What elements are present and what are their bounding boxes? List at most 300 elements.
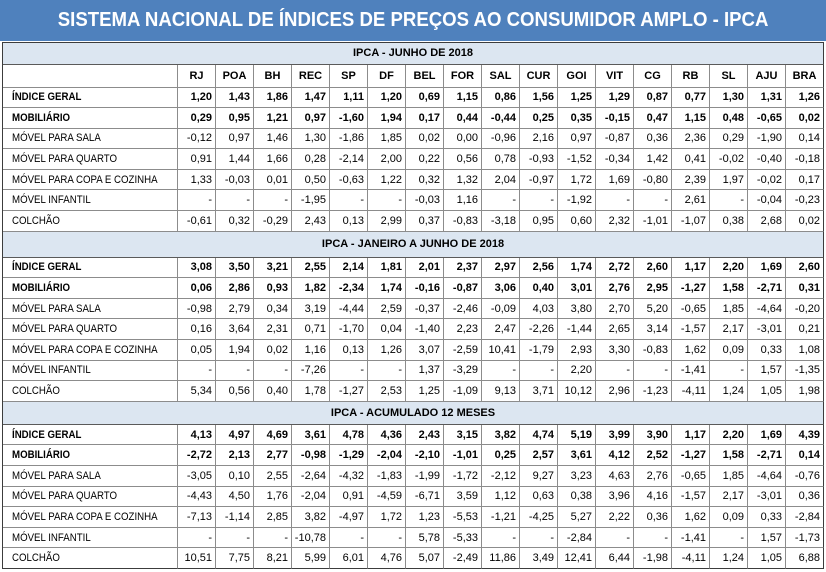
value-cell-df: 0,04 — [368, 319, 406, 340]
row-label-cell — [3, 211, 178, 232]
value-cell-sp: 4,78 — [330, 425, 368, 446]
value-cell-sp: 0,13 — [330, 211, 368, 232]
value-cell-aju: -2,71 — [748, 445, 786, 466]
row-label: MÓVEL PARA SALA — [12, 132, 101, 145]
value-cell-bra: 1,08 — [786, 340, 824, 361]
value-cell-bel: 0,69 — [406, 88, 444, 109]
value-cell-poa: -1,14 — [216, 507, 254, 528]
value-cell-rj: - — [178, 361, 216, 382]
value-cell-for: -2,59 — [444, 340, 482, 361]
value-cell-vit: 4,63 — [596, 466, 634, 487]
value-cell-for: -0,83 — [444, 211, 482, 232]
value-cell-bra: -0,18 — [786, 149, 824, 170]
value-cell-rb: -4,11 — [672, 381, 710, 402]
value-cell-sl: - — [710, 361, 748, 382]
column-header-row — [3, 65, 824, 88]
value-cell-rj: 3,08 — [178, 258, 216, 279]
value-cell-df: -4,59 — [368, 487, 406, 508]
value-cell-vit: 2,70 — [596, 299, 634, 320]
value-cell-rj: -0,98 — [178, 299, 216, 320]
value-cell-for: -2,49 — [444, 548, 482, 569]
value-cell-rj: 1,33 — [178, 170, 216, 191]
value-cell-cg: - — [634, 528, 672, 549]
value-cell-sal: 3,82 — [482, 425, 520, 446]
value-cell-sl: 0,48 — [710, 108, 748, 129]
value-cell-goi: 1,72 — [558, 170, 596, 191]
value-cell-df: 1,26 — [368, 340, 406, 361]
row-label: MÓVEL PARA SALA — [12, 302, 101, 315]
value-cell-cur: - — [520, 528, 558, 549]
value-cell-rec: 5,99 — [292, 548, 330, 569]
value-cell-poa: 0,56 — [216, 381, 254, 402]
row-label-cell — [3, 149, 178, 170]
value-cell-sal: 0,25 — [482, 445, 520, 466]
value-cell-sal: 2,04 — [482, 170, 520, 191]
value-cell-sl: 1,58 — [710, 278, 748, 299]
value-cell-rb: -1,27 — [672, 278, 710, 299]
section-header: IPCA - ACUMULADO 12 MESES — [3, 402, 824, 425]
value-cell-bra: 0,14 — [786, 445, 824, 466]
value-cell-goi: 0,60 — [558, 211, 596, 232]
value-cell-rb: 1,17 — [672, 258, 710, 279]
value-cell-bel: 0,17 — [406, 108, 444, 129]
row-label: ÍNDICE GERAL — [12, 428, 82, 441]
value-cell-sal: -1,21 — [482, 507, 520, 528]
value-cell-rj: 1,20 — [178, 88, 216, 109]
value-cell-cur: -0,97 — [520, 170, 558, 191]
value-cell-rj: -3,05 — [178, 466, 216, 487]
value-cell-sl: 1,24 — [710, 548, 748, 569]
value-cell-rec: 0,28 — [292, 149, 330, 170]
value-cell-bel: 5,78 — [406, 528, 444, 549]
value-cell-rj: 0,16 — [178, 319, 216, 340]
value-cell-rb: 2,61 — [672, 190, 710, 211]
value-cell-sl: 2,17 — [710, 319, 748, 340]
value-cell-bel: -0,03 — [406, 190, 444, 211]
value-cell-goi: 0,38 — [558, 487, 596, 508]
value-cell-goi: 2,20 — [558, 361, 596, 382]
value-cell-poa: -0,03 — [216, 170, 254, 191]
value-cell-goi: 5,19 — [558, 425, 596, 446]
value-cell-bra: -1,73 — [786, 528, 824, 549]
value-cell-cg: -0,83 — [634, 340, 672, 361]
value-cell-sp: 1,11 — [330, 88, 368, 109]
value-cell-cg: 2,76 — [634, 466, 672, 487]
value-cell-aju: 1,31 — [748, 88, 786, 109]
value-cell-sl: 1,85 — [710, 299, 748, 320]
value-cell-goi: 10,12 — [558, 381, 596, 402]
value-cell-vit: 3,99 — [596, 425, 634, 446]
value-cell-sl: - — [710, 190, 748, 211]
value-cell-sal: 11,86 — [482, 548, 520, 569]
value-cell-sp: -1,70 — [330, 319, 368, 340]
value-cell-goi: -1,92 — [558, 190, 596, 211]
value-cell-bh: 1,46 — [254, 129, 292, 150]
row-label: MÓVEL PARA COPA E COZINHA — [12, 510, 158, 523]
value-cell-poa: 0,95 — [216, 108, 254, 129]
value-cell-sp: -4,32 — [330, 466, 368, 487]
column-header-goi: GOI — [558, 65, 596, 88]
value-cell-rj: -0,61 — [178, 211, 216, 232]
value-cell-cg: 5,20 — [634, 299, 672, 320]
value-cell-bra: 0,02 — [786, 211, 824, 232]
row-label-cell — [3, 319, 178, 340]
row-label-cell — [3, 425, 178, 446]
value-cell-cur: -2,26 — [520, 319, 558, 340]
value-cell-bh: 0,01 — [254, 170, 292, 191]
value-cell-cg: 0,87 — [634, 88, 672, 109]
value-cell-bh: - — [254, 361, 292, 382]
section-header: IPCA - JANEIRO A JUNHO DE 2018 — [3, 232, 824, 258]
table-row — [3, 299, 824, 320]
value-cell-poa: 0,10 — [216, 466, 254, 487]
value-cell-goi: 3,61 — [558, 445, 596, 466]
value-cell-poa: 2,86 — [216, 278, 254, 299]
row-label-cell — [3, 88, 178, 109]
value-cell-bel: 0,37 — [406, 211, 444, 232]
column-header-sal: SAL — [482, 65, 520, 88]
value-cell-rec: -2,04 — [292, 487, 330, 508]
value-cell-sp: -0,63 — [330, 170, 368, 191]
value-cell-rb: 2,36 — [672, 129, 710, 150]
value-cell-aju: -2,71 — [748, 278, 786, 299]
value-cell-goi: 1,74 — [558, 258, 596, 279]
value-cell-sl: -0,02 — [710, 149, 748, 170]
table-row — [3, 466, 824, 487]
column-header-bra: BRA — [786, 65, 824, 88]
value-cell-cur: 2,57 — [520, 445, 558, 466]
value-cell-sl: 0,38 — [710, 211, 748, 232]
value-cell-cg: -1,98 — [634, 548, 672, 569]
value-cell-cur: 9,27 — [520, 466, 558, 487]
value-cell-rec: 1,30 — [292, 129, 330, 150]
value-cell-for: 0,44 — [444, 108, 482, 129]
value-cell-poa: 2,79 — [216, 299, 254, 320]
value-cell-sp: -1,86 — [330, 129, 368, 150]
value-cell-for: 3,15 — [444, 425, 482, 446]
section-header: IPCA - JUNHO DE 2018 — [3, 43, 824, 65]
value-cell-rj: 0,06 — [178, 278, 216, 299]
value-cell-df: 4,76 — [368, 548, 406, 569]
value-cell-cur: 4,03 — [520, 299, 558, 320]
value-cell-vit: 2,32 — [596, 211, 634, 232]
value-cell-bh: 2,55 — [254, 466, 292, 487]
value-cell-goi: -1,52 — [558, 149, 596, 170]
value-cell-bel: -2,10 — [406, 445, 444, 466]
value-cell-bh: 0,40 — [254, 381, 292, 402]
value-cell-rj: 10,51 — [178, 548, 216, 569]
value-cell-sp: 0,91 — [330, 487, 368, 508]
value-cell-df: 2,53 — [368, 381, 406, 402]
value-cell-aju: 1,05 — [748, 381, 786, 402]
value-cell-bel: 1,25 — [406, 381, 444, 402]
table-row — [3, 361, 824, 382]
value-cell-poa: 1,44 — [216, 149, 254, 170]
value-cell-sal: 10,41 — [482, 340, 520, 361]
value-cell-bel: 1,23 — [406, 507, 444, 528]
value-cell-for: -1,01 — [444, 445, 482, 466]
value-cell-bel: -0,16 — [406, 278, 444, 299]
value-cell-sl: 1,24 — [710, 381, 748, 402]
value-cell-rb: -0,65 — [672, 299, 710, 320]
value-cell-cg: 0,36 — [634, 507, 672, 528]
row-label: COLCHÃO — [12, 552, 60, 565]
value-cell-df: -2,04 — [368, 445, 406, 466]
row-label: COLCHÃO — [12, 214, 60, 227]
value-cell-rj: - — [178, 528, 216, 549]
value-cell-cg: 0,36 — [634, 129, 672, 150]
value-cell-rec: -2,64 — [292, 466, 330, 487]
row-label: MOBILIÁRIO — [12, 449, 71, 462]
value-cell-rec: 1,47 — [292, 88, 330, 109]
value-cell-bra: -0,23 — [786, 190, 824, 211]
value-cell-bel: 3,07 — [406, 340, 444, 361]
value-cell-bra: 4,39 — [786, 425, 824, 446]
value-cell-df: - — [368, 361, 406, 382]
value-cell-df: 1,74 — [368, 278, 406, 299]
value-cell-for: 2,23 — [444, 319, 482, 340]
value-cell-vit: 1,69 — [596, 170, 634, 191]
value-cell-goi: -2,84 — [558, 528, 596, 549]
row-label-cell — [3, 445, 178, 466]
value-cell-poa: 4,50 — [216, 487, 254, 508]
table-row — [3, 149, 824, 170]
value-cell-cur: 0,63 — [520, 487, 558, 508]
column-header-vit: VIT — [596, 65, 634, 88]
column-header-sp: SP — [330, 65, 368, 88]
value-cell-for: -1,72 — [444, 466, 482, 487]
value-cell-rj: 5,34 — [178, 381, 216, 402]
value-cell-goi: 0,35 — [558, 108, 596, 129]
column-header-bel: BEL — [406, 65, 444, 88]
value-cell-cg: 1,42 — [634, 149, 672, 170]
value-cell-poa: 2,13 — [216, 445, 254, 466]
row-label-cell — [3, 487, 178, 508]
value-cell-aju: 1,69 — [748, 425, 786, 446]
value-cell-goi: 3,23 — [558, 466, 596, 487]
value-cell-bra: 6,88 — [786, 548, 824, 569]
value-cell-sp: -2,14 — [330, 149, 368, 170]
value-cell-poa: 7,75 — [216, 548, 254, 569]
value-cell-vit: 2,22 — [596, 507, 634, 528]
row-label: MÓVEL PARA QUARTO — [12, 490, 118, 503]
value-cell-sl: 1,85 — [710, 466, 748, 487]
value-cell-df: - — [368, 528, 406, 549]
value-cell-df: 2,99 — [368, 211, 406, 232]
value-cell-sp: -4,97 — [330, 507, 368, 528]
value-cell-rb: -4,11 — [672, 548, 710, 569]
table-row — [3, 211, 824, 232]
value-cell-poa: 0,97 — [216, 129, 254, 150]
value-cell-bel: 5,07 — [406, 548, 444, 569]
column-header-df: DF — [368, 65, 406, 88]
value-cell-sp: -1,29 — [330, 445, 368, 466]
value-cell-df: 1,72 — [368, 507, 406, 528]
table-row — [3, 548, 824, 569]
value-cell-sp: 2,14 — [330, 258, 368, 279]
value-cell-for: -5,53 — [444, 507, 482, 528]
row-label-cell — [3, 507, 178, 528]
value-cell-bh: 1,21 — [254, 108, 292, 129]
value-cell-bra: 0,31 — [786, 278, 824, 299]
value-cell-bh: 2,85 — [254, 507, 292, 528]
value-cell-poa: 1,43 — [216, 88, 254, 109]
value-cell-sp: - — [330, 361, 368, 382]
value-cell-cg: 2,60 — [634, 258, 672, 279]
column-header-rec: REC — [292, 65, 330, 88]
value-cell-rj: -0,12 — [178, 129, 216, 150]
value-cell-sal: 0,78 — [482, 149, 520, 170]
value-cell-sl: 1,97 — [710, 170, 748, 191]
value-cell-bh: 3,21 — [254, 258, 292, 279]
table-row — [3, 88, 824, 109]
value-cell-rj: -7,13 — [178, 507, 216, 528]
value-cell-bel: 2,01 — [406, 258, 444, 279]
value-cell-bh: 2,77 — [254, 445, 292, 466]
column-header-sl: SL — [710, 65, 748, 88]
row-label: ÍNDICE GERAL — [12, 261, 82, 274]
value-cell-sl: 2,20 — [710, 425, 748, 446]
value-cell-poa: 1,94 — [216, 340, 254, 361]
row-label: COLCHÃO — [12, 385, 60, 398]
row-label-cell — [3, 190, 178, 211]
value-cell-cg: 3,90 — [634, 425, 672, 446]
value-cell-poa: 3,50 — [216, 258, 254, 279]
value-cell-bel: -6,71 — [406, 487, 444, 508]
value-cell-sp: - — [330, 528, 368, 549]
value-cell-bh: 0,34 — [254, 299, 292, 320]
value-cell-sal: 3,06 — [482, 278, 520, 299]
value-cell-cg: -0,80 — [634, 170, 672, 191]
row-label-cell — [3, 340, 178, 361]
value-cell-bra: 1,26 — [786, 88, 824, 109]
value-cell-for: 1,32 — [444, 170, 482, 191]
row-label-cell — [3, 278, 178, 299]
table-row — [3, 445, 824, 466]
value-cell-sp: 6,01 — [330, 548, 368, 569]
value-cell-for: -0,87 — [444, 278, 482, 299]
value-cell-bel: 0,32 — [406, 170, 444, 191]
row-label-cell — [3, 361, 178, 382]
value-cell-cur: -1,79 — [520, 340, 558, 361]
value-cell-goi: 2,93 — [558, 340, 596, 361]
value-cell-sal: 9,13 — [482, 381, 520, 402]
column-header-rj: RJ — [178, 65, 216, 88]
table-row — [3, 319, 824, 340]
value-cell-aju: -0,65 — [748, 108, 786, 129]
value-cell-vit: 3,96 — [596, 487, 634, 508]
value-cell-bel: -1,99 — [406, 466, 444, 487]
value-cell-sp: - — [330, 190, 368, 211]
value-cell-df: 4,36 — [368, 425, 406, 446]
value-cell-cg: 2,95 — [634, 278, 672, 299]
value-cell-rb: 1,62 — [672, 340, 710, 361]
column-header-cg: CG — [634, 65, 672, 88]
value-cell-cur: 1,56 — [520, 88, 558, 109]
value-cell-sal: - — [482, 361, 520, 382]
row-label-cell — [3, 108, 178, 129]
column-header-rb: RB — [672, 65, 710, 88]
value-cell-bra: -0,20 — [786, 299, 824, 320]
value-cell-df: - — [368, 190, 406, 211]
value-cell-rb: -1,57 — [672, 487, 710, 508]
value-cell-rj: 0,91 — [178, 149, 216, 170]
value-cell-bh: 0,93 — [254, 278, 292, 299]
column-header-poa: POA — [216, 65, 254, 88]
row-label-cell — [3, 528, 178, 549]
value-cell-goi: 3,01 — [558, 278, 596, 299]
value-cell-aju: 2,68 — [748, 211, 786, 232]
value-cell-cur: 0,40 — [520, 278, 558, 299]
value-cell-cur: 0,95 — [520, 211, 558, 232]
value-cell-aju: 0,33 — [748, 340, 786, 361]
value-cell-bel: -1,40 — [406, 319, 444, 340]
value-cell-sl: 0,09 — [710, 340, 748, 361]
value-cell-bel: -0,37 — [406, 299, 444, 320]
value-cell-sal: 2,97 — [482, 258, 520, 279]
value-cell-rec: 0,97 — [292, 108, 330, 129]
value-cell-df: 2,00 — [368, 149, 406, 170]
value-cell-rec: 1,78 — [292, 381, 330, 402]
column-header-for: FOR — [444, 65, 482, 88]
value-cell-rj: 0,05 — [178, 340, 216, 361]
page-title: SISTEMA NACIONAL DE ÍNDICES DE PREÇOS AO CONSUMIDOR AMPLO - IPCA — [57, 9, 769, 31]
value-cell-poa: 0,32 — [216, 211, 254, 232]
row-label: MOBILIÁRIO — [12, 282, 71, 295]
value-cell-df: 1,94 — [368, 108, 406, 129]
value-cell-sp: -4,44 — [330, 299, 368, 320]
table-row — [3, 190, 824, 211]
value-cell-bel: 0,22 — [406, 149, 444, 170]
value-cell-cg: 4,16 — [634, 487, 672, 508]
value-cell-cur: 2,56 — [520, 258, 558, 279]
value-cell-bel: 0,02 — [406, 129, 444, 150]
value-cell-df: 1,85 — [368, 129, 406, 150]
value-cell-aju: -0,40 — [748, 149, 786, 170]
table-row — [3, 258, 824, 279]
row-label: MÓVEL INFANTIL — [12, 194, 91, 207]
table-section — [3, 402, 824, 569]
value-cell-cur: - — [520, 361, 558, 382]
row-label-cell — [3, 170, 178, 191]
value-cell-rec: 1,16 — [292, 340, 330, 361]
value-cell-sp: -2,34 — [330, 278, 368, 299]
value-cell-bh: -0,29 — [254, 211, 292, 232]
value-cell-rb: 1,62 — [672, 507, 710, 528]
value-cell-sal: -0,44 — [482, 108, 520, 129]
value-cell-for: 1,15 — [444, 88, 482, 109]
value-cell-df: 1,22 — [368, 170, 406, 191]
value-cell-rj: 4,13 — [178, 425, 216, 446]
value-cell-df: 1,20 — [368, 88, 406, 109]
value-cell-bra: 0,21 — [786, 319, 824, 340]
value-cell-rec: 2,43 — [292, 211, 330, 232]
table-row — [3, 507, 824, 528]
value-cell-for: 0,56 — [444, 149, 482, 170]
value-cell-cg: -1,01 — [634, 211, 672, 232]
value-cell-rec: -1,95 — [292, 190, 330, 211]
value-cell-vit: -0,87 — [596, 129, 634, 150]
table-row — [3, 170, 824, 191]
value-cell-rb: 1,15 — [672, 108, 710, 129]
row-label-cell — [3, 299, 178, 320]
value-cell-aju: -4,64 — [748, 466, 786, 487]
value-cell-for: -1,09 — [444, 381, 482, 402]
value-cell-sal: 0,86 — [482, 88, 520, 109]
value-cell-goi: 5,27 — [558, 507, 596, 528]
value-cell-bh: 1,66 — [254, 149, 292, 170]
value-cell-bh: - — [254, 190, 292, 211]
